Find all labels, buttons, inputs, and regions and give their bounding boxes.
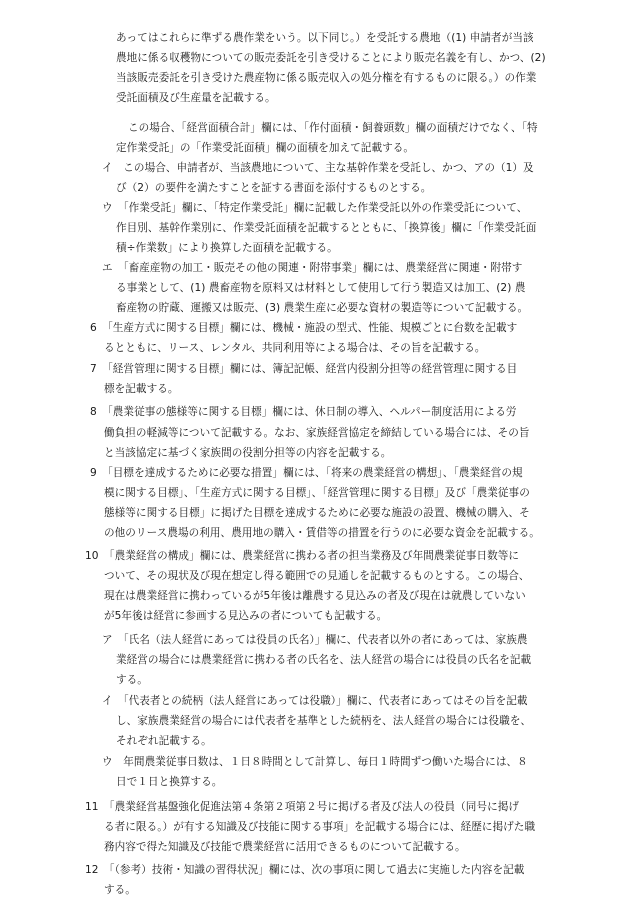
text-line: が5年後は経営に参画する見込みの者についても記載する。: [104, 609, 388, 622]
numbered-item-line: 6 「生産方式に関する目標」欄には、機械・施設の型式、性能、規模ごとに台数を記載す: [90, 322, 518, 335]
text-line: 業経営の場合には農業経営に携わる者の氏名を、法人経営の場合には役員の氏名を記載: [116, 653, 532, 666]
text-line: 畜産物の貯蔵、運搬又は販売、(3) 農業生産に必要な資材の製造等について記載する。: [116, 302, 529, 315]
list-item-marker-line: エ 「畜産産物の加工・販売その他の関連・附帯事業」欄には、農業経営に関連・附帯す: [102, 262, 523, 275]
text-line: 模に関する目標」、「生産方式に関する目標」、「経営管理に関する目標」及び「農業従事の: [104, 486, 530, 499]
numbered-item-line: 7 「経営管理に関する目標」欄には、簿記記帳、経営内役割分担等の経営管理に関する目: [90, 362, 518, 375]
text-line: の他のリース農場の利用、農用地の購入・賃借等の措置を行うのに必要な資金を記載する。: [104, 526, 540, 539]
numbered-item-line: 8 「農業従事の態様等に関する目標」欄には、休日制の導入、ヘルパー制度活用による労: [90, 406, 517, 419]
list-item-marker-line: イ 「代表者との続柄（法人経営にあっては役職）」欄に、代表者にあってはその旨を記載: [102, 694, 528, 707]
numbered-item-line: 9 「目標を達成するために必要な措置」欄には、「将来の農業経営の構想」、「農業経営の規: [90, 466, 523, 479]
text-line: あってはこれらに準ずる農作業をいう。以下同じ。）を受託する農地（(1) 申請者が当該: [116, 32, 534, 44]
text-line: それぞれ記載する。: [116, 735, 212, 747]
list-item-marker-line: ウ 「作業受託」欄に、「特定作業受託」欄に記載した作業受託以外の作業受託について、: [102, 202, 528, 214]
text-line: 作目別、基幹作業別に、作業受託面積を記載するとともに、「換算後」欄に「作業受託面: [116, 222, 537, 235]
text-line: 定作業受託」の「作業受託面積」欄の面積を加えて記載する。: [116, 141, 415, 154]
text-line: る事業として、(1) 農畜産物を原料又は材料として使用して行う製造又は加工、(2) 農: [116, 282, 526, 295]
text-line: 積÷作業数」により換算した面積を記載する。: [116, 242, 338, 255]
text-line: び（2）の要件を満たすことを証する書面を添付するものとする。: [116, 182, 432, 194]
text-line: 受託面積及び生産量を記載する。: [116, 92, 276, 105]
list-item-marker-line: ア 「氏名（法人経営にあっては役員の氏名）」欄に、代表者以外の者にあっては、家族農: [102, 633, 528, 646]
text-line: この場合、「経営面積合計」欄には、「作付面積・飼養頭数」欄の面積だけでなく、「特: [128, 121, 538, 134]
text-line: 標を記載する。: [104, 382, 179, 395]
text-line: 働負担の軽減等について記載する。なお、家族経営協定を締結している場合には、その旨: [104, 426, 530, 439]
text-line: ついて、その現状及び現在想定し得る範囲での見通しを記載するものとする。この場合、: [104, 569, 530, 582]
numbered-item-line: 12 「（参考）技術・知識の習得状況」欄には、次の事項に関して過去に実施した内容を記載: [85, 863, 525, 876]
list-item-marker-line: イ この場合、申請者が、当該農地について、主な基幹作業を受託し、かつ、アの（1）及: [102, 161, 534, 174]
text-line: し、家族農業経営の場合には代表者を基準とした続柄を、法人経営の場合には役職を、: [116, 714, 532, 727]
numbered-item-line: 10 「農業経営の構成」欄には、農業経営に携わる者の担当業務及び年間農業従事日数等に: [85, 549, 520, 562]
text-line: 務内容で得た知識及び技能で農業経営に活用できるものについて記載する。: [104, 841, 466, 853]
text-line: る者に限る。）が有する知識及び技能に関する事項」を記載する場合には、経歴に掲げた職: [104, 821, 536, 833]
text-line: るとともに、リース、レンタル、共同利用等による場合は、その旨を記載する。: [104, 342, 486, 355]
text-line: 農地に係る収穫物についての販売委託を引き受けることにより販売名義を有し、かつ、(2): [116, 52, 546, 65]
text-line: 現在は農業経営に携わっているが5年後は離農する見込みの者及び現在は就農していない: [104, 589, 526, 602]
text-line: 態様等に関する目標」に掲げた目標を達成するために必要な施設の設置、機械の購入、そ: [104, 506, 530, 519]
text-line: 日で１日と換算する。: [116, 776, 223, 789]
numbered-item-line: 11 「農業経営基盤強化促進法第４条第２項第２号に掲げる者及び法人の役員（同号に掲げ: [85, 800, 520, 813]
text-line: と当該協定に基づく家族間の役割分担等の内容を記載する。: [104, 446, 392, 459]
text-line: する。: [116, 673, 148, 686]
text-line: する。: [104, 884, 136, 896]
list-item-marker-line: ウ 年間農業従事日数は、１日８時間として計算し、毎日１時間ずつ働いた場合には、８: [102, 756, 528, 768]
text-line: 当該販売委託を引き受けた農産物に係る販売収入の処分権を有するものに限る。）の作業: [116, 72, 537, 85]
